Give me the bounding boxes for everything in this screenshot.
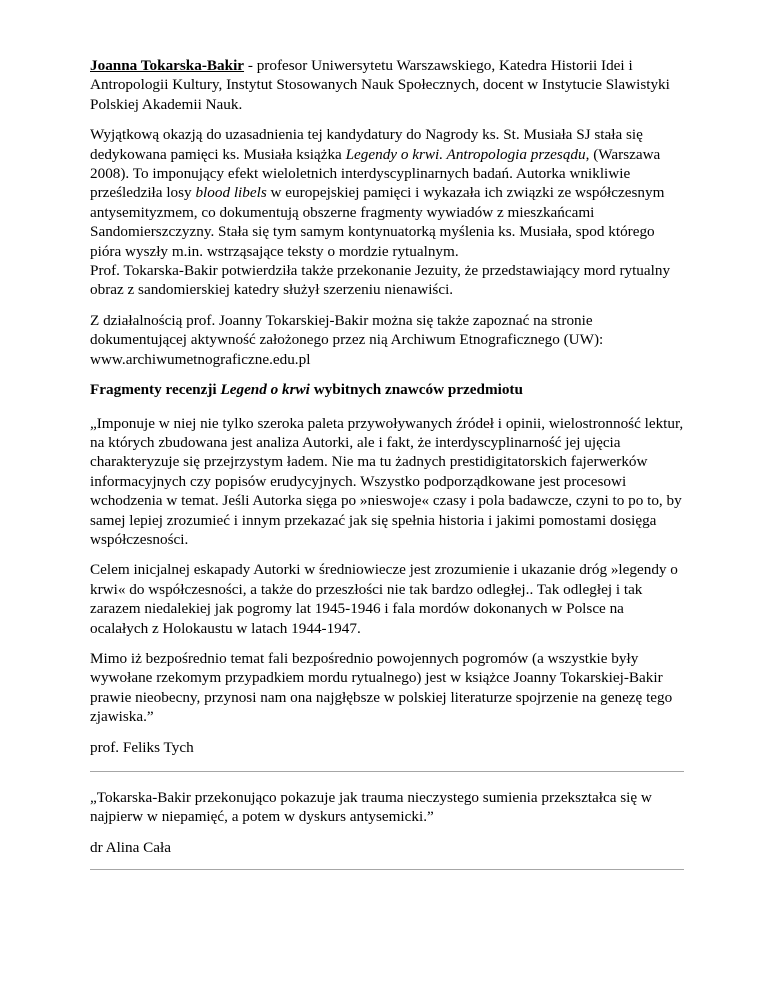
candidacy-text-1: Wyjątkową okazją do uzasadnienia tej kandydatury do Nagrody ks. St. Musiała SJ stała się dedykowana pamięci ks. Musiała książka [90,126,643,163]
separator-line-bottom [90,869,684,870]
reviews-heading [90,380,684,399]
separator-line [90,771,684,772]
candidacy-text-2: , (Warszawa 2008). To imponujący efekt wieloletnich interdyscyplinarnych badań. Autorka wnikliwie prześledziła losy [90,145,661,202]
author-name: Joanna Tokarska-Bakir [90,57,245,74]
candidacy-paragraph [90,125,684,300]
reviews-heading-pre: Fragmenty recenzji [90,381,221,399]
archive-url[interactable]: www.archiwumetnograficzne.edu.pl [90,350,311,368]
bio-paragraph [90,56,684,114]
review1-author: prof. Feliks Tych [90,738,194,756]
archive-text: Z działalnością prof. Joanny Tokarskiej-Bakir można się także zapoznać na stronie dokumentującej aktywność założonego przez nią Archiwum Etnograficznego (UW): [90,311,604,349]
bio-text: - profesor Uniwersytetu Warszawskiego, Katedra Historii Idei i Antropologii Kultury, Instytut Stosowanych Nauk Społecznych, docent w Instytucie Slawistyki Polskiej Akademii Nauk. [90,57,670,113]
review1-paragraph-1: „Imponuje w niej nie tylko szeroka paleta przywoływanych źródeł i opinii, wielostronność lektur, na których zbudowana jest analiza Autorki, ale i fakt, że interdyscyplinarność jej ujęcia charakteryzuje się przejrzystym ładem. Nie ma tu żadnych prestidigitatorskich fajerwerków informacyjnych czy popisów erudycyjnych. Wszystko podporządkowane jest procesowi wchodzenia w temat. Jeśli Autorka sięga po »nieswoje« czasy i pola badawcze, czyni to po to, by samej lepiej zrozumieć i innym przekazać jak się spełnia historia i jakimi pomostami dosięga współczesności. [90,414,684,548]
candidacy-text-3: w europejskiej pamięci i wykazała ich związki ze współczesnym antysemityzmem, co dokumentują obszerne fragmenty wywiadów z mieszkańcami Sandomierszczyzny. Stała się tym samym kontynuatorką myślenia ks. Musiała, spod którego pióra wyszły m.in. wstrząsające teksty o mordzie rytualnym. [90,184,665,260]
blood-libels-term: blood libels [195,184,267,202]
book-title: Legendy o krwi. Antropologia przesądu [345,145,586,163]
archive-paragraph [90,311,684,369]
review1-paragraph-2: Celem inicjalnej eskapady Autorki w średniowiecze jest zrozumienie i ukazanie dróg »legendy o krwi« do współczesności, a także do przeszłości nie tak bardzo odległej.. Tak odległej i tak zarazem niedalekiej jak pogromy lat 1945-1946 i fala mordów dokonanych w Polsce na ocalałych z Holokaustu w latach 1944-1947. [90,561,678,637]
review2-author: dr Alina Cała [90,838,171,856]
reviews-heading-title: Legend o krwi [220,381,310,399]
candidacy-text-4: Prof. Tokarska-Bakir potwierdziła także przekonanie Jezuity, że przedstawiający mord rytualny obraz z sandomierskiej katedry służył szerzeniu nienawiści. [90,262,671,299]
document-page [90,56,684,886]
reviews-heading-post: wybitnych znawców przedmiotu [309,381,523,399]
review1-paragraph-3: Mimo iż bezpośrednio temat fali bezpośrednio powojennych pogromów (a wszystkie były wywołane rzekomym przypadkiem mordu rytualnego) jest w książce Joanny Tokarskiej-Bakir prawie nieobecny, przynosi nam ona najgłębsze w polskiej literaturze spojrzenie na genezę tego zjawiska.” [90,649,673,726]
review2-paragraph: „Tokarska-Bakir przekonująco pokazuje jak trauma nieczystego sumienia przekształca się w najpierw w niepamięć, a potem w dyskurs antysemicki.” [90,789,652,826]
